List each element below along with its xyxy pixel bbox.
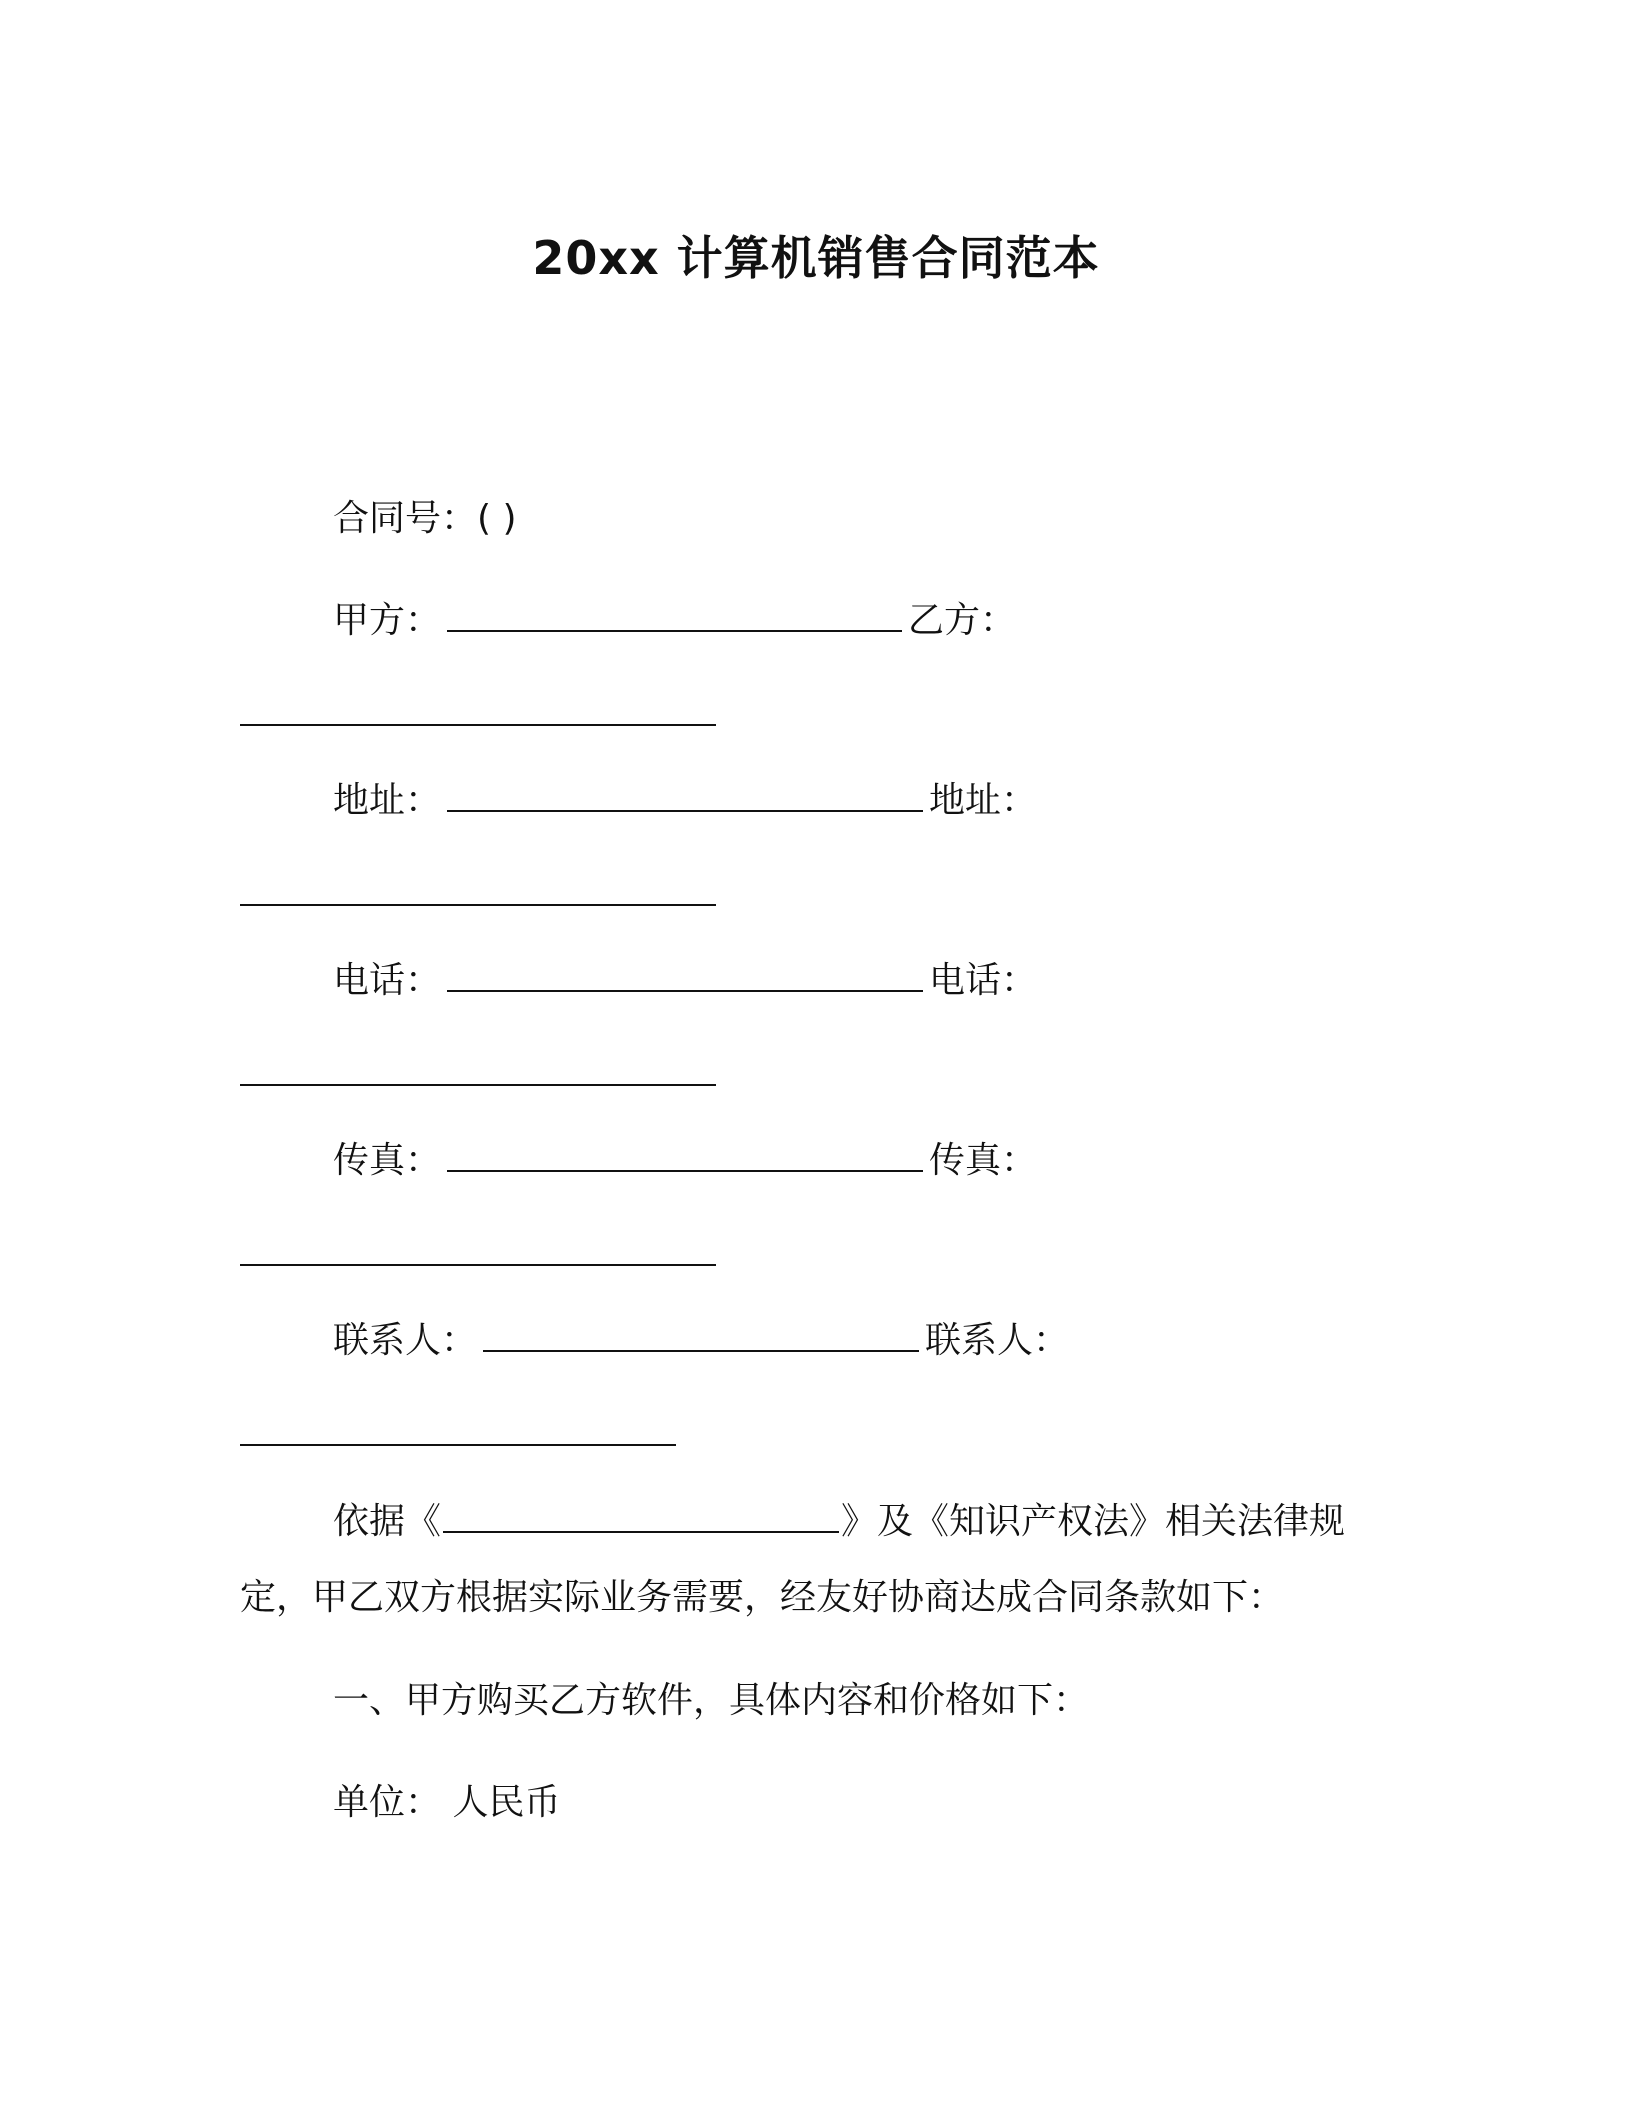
contact-b-label: 联系人： bbox=[925, 1320, 1070, 1361]
basis-law-blank[interactable] bbox=[443, 1501, 839, 1533]
fax-b-blank[interactable] bbox=[240, 1264, 716, 1266]
party-line bbox=[333, 599, 1016, 643]
address-b-blank[interactable] bbox=[240, 904, 716, 906]
legal-basis-paragraph bbox=[240, 1484, 1370, 1636]
phone-b-blank[interactable] bbox=[240, 1084, 716, 1086]
address-b-label: 地址： bbox=[929, 780, 1038, 821]
phone-b-label: 电话： bbox=[929, 960, 1038, 1001]
contact-a-blank[interactable] bbox=[483, 1320, 919, 1352]
fax-a-blank[interactable] bbox=[447, 1140, 923, 1172]
fax-a-label: 传真： bbox=[333, 1140, 442, 1181]
unit-label: 单位： bbox=[333, 1782, 442, 1823]
basis-prefix: 依据《 bbox=[333, 1501, 442, 1542]
contract-number-line bbox=[333, 497, 517, 541]
contact-b-blank[interactable] bbox=[240, 1444, 676, 1446]
party-b-blank[interactable] bbox=[240, 724, 716, 726]
contact-line bbox=[333, 1319, 1069, 1363]
contract-number-label: 合同号：( ) bbox=[333, 498, 517, 539]
phone-a-blank[interactable] bbox=[447, 960, 923, 992]
contact-a-label: 联系人： bbox=[333, 1320, 478, 1361]
address-line bbox=[333, 779, 1037, 823]
address-a-label: 地址： bbox=[333, 780, 442, 821]
party-a-label: 甲方： bbox=[333, 600, 442, 641]
unit-line bbox=[333, 1781, 560, 1825]
clause-one bbox=[333, 1679, 1089, 1723]
unit-value: 人民币 bbox=[452, 1782, 561, 1823]
basis-suffix: 》及《知识产权法》相关法律规定，甲乙双方根据实际业务需要，经友好协商达成合同条款如下： bbox=[240, 1501, 1346, 1618]
fax-line bbox=[333, 1139, 1037, 1183]
party-b-label: 乙方： bbox=[908, 600, 1017, 641]
party-a-blank[interactable] bbox=[447, 600, 902, 632]
fax-b-label: 传真： bbox=[929, 1140, 1038, 1181]
phone-line bbox=[333, 959, 1037, 1003]
document-title: 20xx 计算机销售合同范本 bbox=[532, 231, 1100, 285]
address-a-blank[interactable] bbox=[447, 780, 923, 812]
clause-one-text: 一、甲方购买乙方软件，具体内容和价格如下： bbox=[333, 1680, 1090, 1721]
phone-a-label: 电话： bbox=[333, 960, 442, 1001]
